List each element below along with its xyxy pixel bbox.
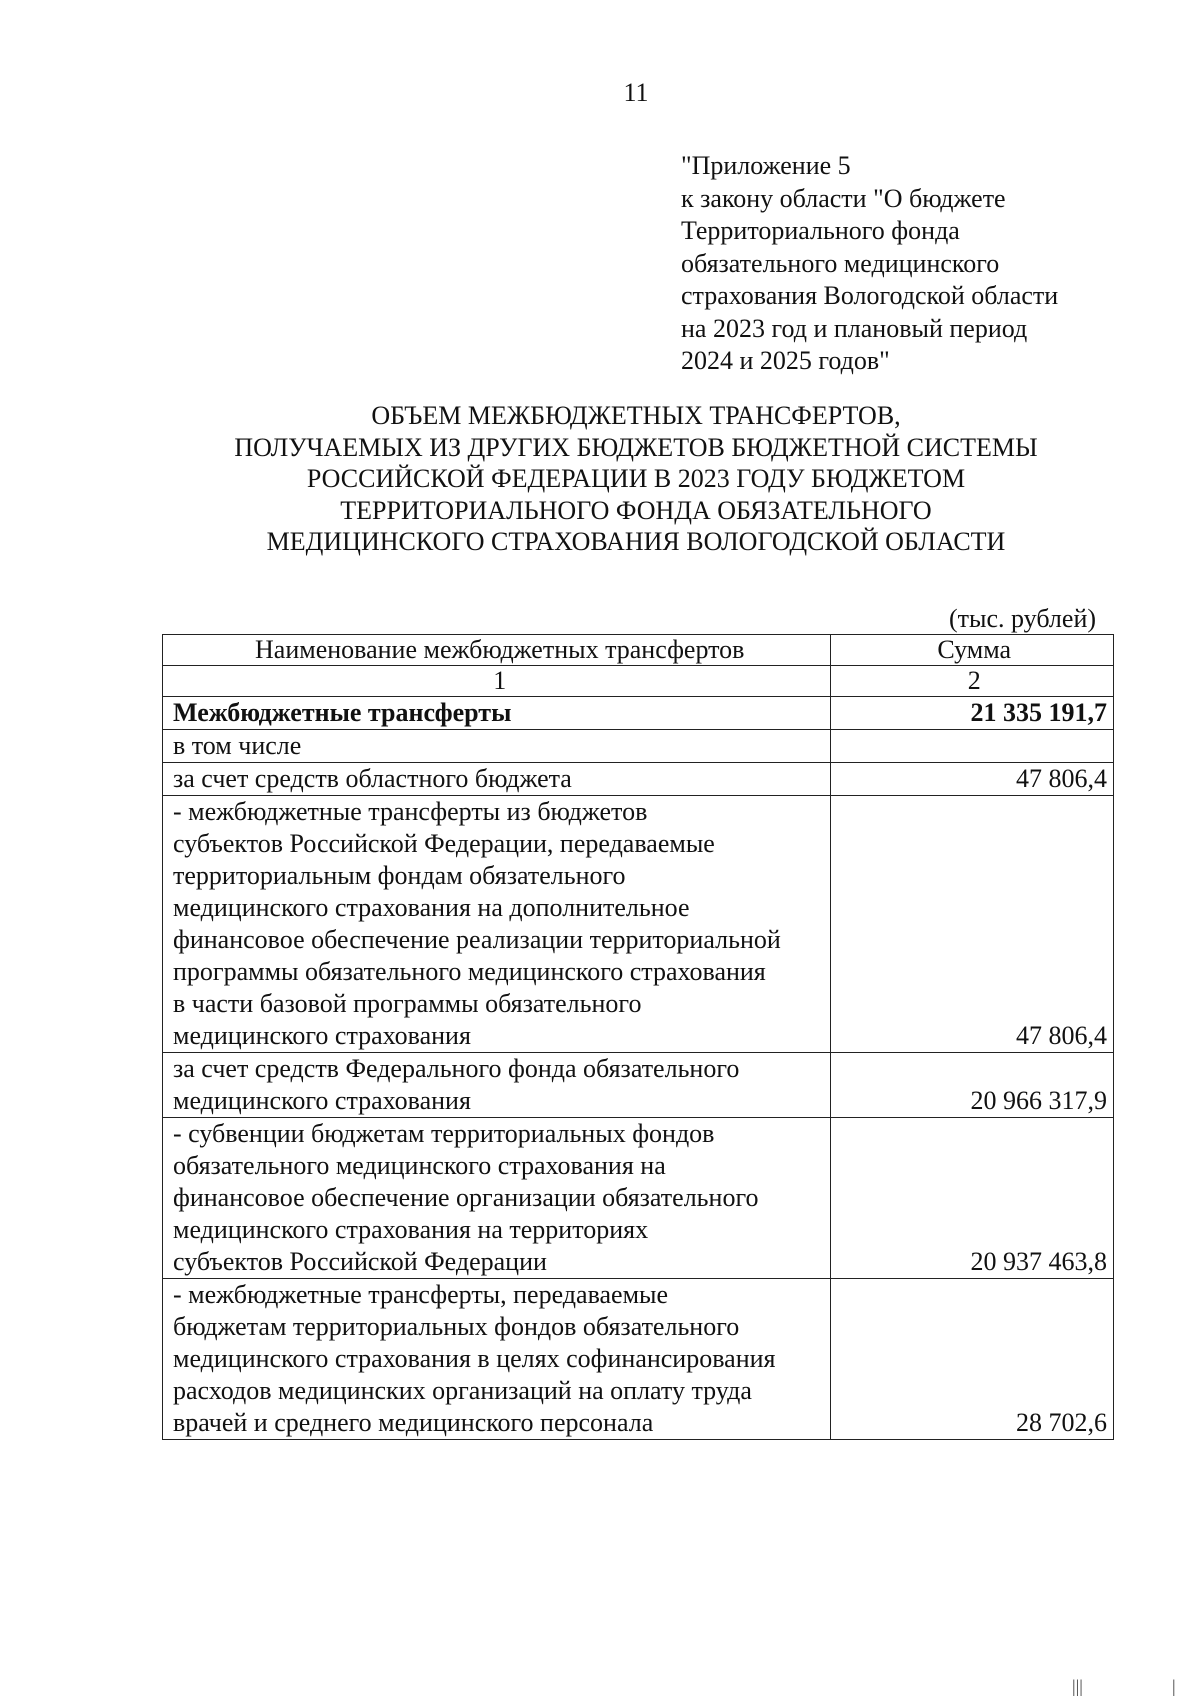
table-row [163, 1279, 1114, 1440]
transfer-name-line: за счет средств областного бюджета [173, 764, 572, 793]
column-number-name: 1 [163, 666, 831, 697]
title-line: ПОЛУЧАЕМЫХ ИЗ ДРУГИХ БЮДЖЕТОВ БЮДЖЕТНОЙ СИСТЕМЫ [234, 432, 1038, 462]
transfer-name-cell [163, 697, 831, 730]
transfer-sum-cell: 47 806,4 [831, 763, 1114, 796]
transfer-name-cell [163, 763, 831, 796]
table-row [163, 697, 1114, 730]
transfer-name-line: за счет средств Федерального фонда обязательного [173, 1054, 740, 1083]
transfer-sum-cell: 20 966 317,9 [831, 1053, 1114, 1118]
appendix-line: страхования Вологодской области [681, 281, 1059, 310]
appendix-reference [681, 150, 1151, 378]
table-row [163, 1118, 1114, 1279]
transfer-name-line: территориальным фондам обязательного [173, 861, 626, 890]
transfer-name-line: в части базовой программы обязательного [173, 989, 642, 1018]
appendix-line: Территориального фонда [681, 216, 960, 245]
table-row [163, 763, 1114, 796]
column-number-row [163, 666, 1114, 697]
transfer-sum-cell: 47 806,4 [831, 796, 1114, 1053]
transfer-name-cell [163, 730, 831, 763]
transfer-sum-cell: 28 702,6 [831, 1279, 1114, 1440]
table-header-row [163, 635, 1114, 666]
appendix-line: "Приложение 5 [681, 151, 851, 180]
document-title [36, 400, 1200, 558]
transfer-name-line: субъектов Российской Федерации, передаваемые [173, 829, 715, 858]
transfer-name-line: финансовое обеспечение реализации территориальной [173, 925, 781, 954]
transfer-name-line: медицинского страхования на территориях [173, 1215, 649, 1244]
transfer-name-line: врачей и среднего медицинского персонала [173, 1408, 654, 1437]
transfer-name-cell [163, 796, 831, 1053]
scan-marks: ||| [1072, 1676, 1083, 1696]
transfer-name-line: - межбюджетные трансферты из бюджетов [173, 797, 648, 826]
transfer-name-line: медицинского страхования в целях софинансирования [173, 1344, 776, 1373]
transfer-name-line: финансовое обеспечение организации обязательного [173, 1183, 759, 1212]
transfer-name-line: медицинского страхования [173, 1086, 471, 1115]
transfer-name-line: бюджетам территориальных фондов обязательного [173, 1312, 740, 1341]
table-row [163, 796, 1114, 1053]
transfer-sum-cell [831, 730, 1114, 763]
transfer-name-line: субъектов Российской Федерации [173, 1247, 547, 1276]
header-name: Наименование межбюджетных трансфертов [163, 635, 831, 666]
units-label: (тыс. рублей) [949, 604, 1097, 633]
table-row [163, 730, 1114, 763]
appendix-line: обязательного медицинского [681, 248, 1000, 278]
page-number: 11 [623, 78, 649, 107]
transfer-name-line: - межбюджетные трансферты, передаваемые [173, 1280, 669, 1309]
transfer-name-line: в том числе [173, 731, 302, 760]
transfer-name-cell [163, 1053, 831, 1118]
appendix-line: к закону области "О бюджете [681, 183, 1006, 213]
transfer-name-line: программы обязательного медицинского страхования [173, 957, 766, 986]
transfer-name-line: медицинского страхования на дополнительное [173, 893, 690, 922]
title-line: ТЕРРИТОРИАЛЬНОГО ФОНДА ОБЯЗАТЕЛЬНОГО [340, 495, 932, 525]
transfer-sum-cell: 21 335 191,7 [831, 697, 1114, 730]
title-line: ОБЪЕМ МЕЖБЮДЖЕТНЫХ ТРАНСФЕРТОВ, [371, 401, 901, 430]
table-row [163, 1053, 1114, 1118]
column-number-sum: 2 [831, 666, 1114, 697]
header-sum: Сумма [831, 635, 1114, 666]
appendix-line: на 2023 год и плановый период [681, 313, 1028, 343]
transfer-name-line: Межбюджетные трансферты [173, 698, 512, 727]
scan-mark-right: | [1172, 1676, 1176, 1696]
title-line: РОССИЙСКОЙ ФЕДЕРАЦИИ В 2023 ГОДУ БЮДЖЕТОМ [306, 464, 966, 493]
transfer-name-cell [163, 1118, 831, 1279]
transfers-table [162, 634, 1114, 1440]
transfer-name-line: - субвенции бюджетам территориальных фондов [173, 1119, 715, 1148]
transfer-name-line: обязательного медицинского страхования на [173, 1151, 666, 1180]
transfer-sum-cell: 20 937 463,8 [831, 1118, 1114, 1279]
transfer-name-line: медицинского страхования [173, 1021, 471, 1050]
appendix-line: 2024 и 2025 годов" [681, 346, 890, 375]
transfer-name-line: расходов медицинских организаций на оплату труда [173, 1376, 752, 1405]
transfer-name-cell [163, 1279, 831, 1440]
title-line: МЕДИЦИНСКОГО СТРАХОВАНИЯ ВОЛОГОДСКОЙ ОБЛАСТИ [266, 527, 1006, 556]
